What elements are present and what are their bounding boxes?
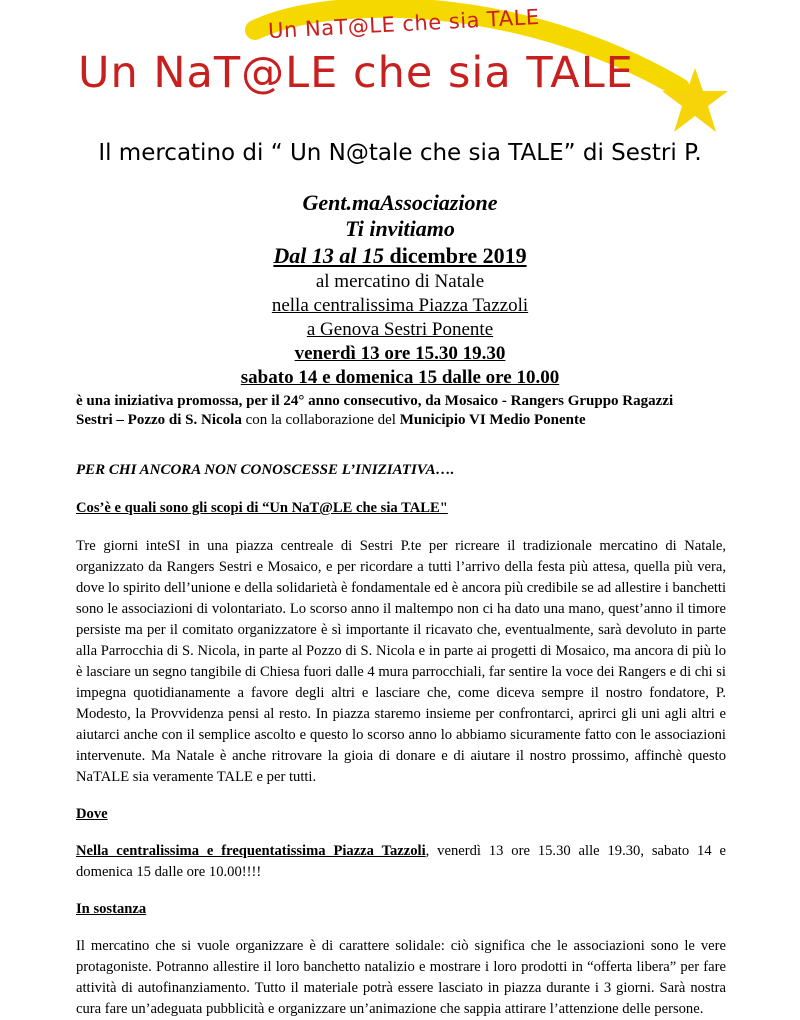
logo-small-text: Un NaT@LE che sia TALE (267, 4, 541, 44)
invite-dates (0, 242, 800, 270)
promo-connector: con la collaborazione del (241, 412, 400, 428)
invite-dates-month: dicembre 2019 (389, 243, 527, 268)
where-place: Nella centralissima e frequentatissima Piazza Tazzoli (76, 843, 426, 859)
invite-salutation: Gent.maAssociazione (302, 190, 498, 215)
section-title-summary: In sostanza (76, 901, 147, 917)
promo-line-1: è una iniziativa promossa, per il 24° anno consecutivo, da Mosaico - Rangers Gruppo Ragazzi (76, 393, 674, 409)
invite-city: a Genova Sestri Ponente (306, 319, 494, 340)
invite-place: nella centralissima Piazza Tazzoli (271, 295, 529, 316)
paragraph-summary: Il mercatino che si vuole organizzare è di carattere solidale: ciò significa che le associazioni sono le vere protagoniste. Potranno allestire il loro banchetto natalizio e mostrare i loro prodotti in “offerta libera” per fare attività di autofinanziamento. Tutto il materiale potrà essere lasciato in piazza durante i 3 giorni. Sarà nostra cura fare un’adeguata pubblicità e organizzare un’animazione che sappia attirare l’attenzione delle persone. (76, 938, 726, 1017)
event-logo (0, 0, 800, 135)
promo-municipio: Municipio VI Medio Ponente (399, 412, 586, 428)
section-title-purpose: Cos’è e quali sono gli scopi di “Un NaT@LE che sia TALE" (76, 500, 448, 516)
invite-line: Ti invitiamo (345, 216, 455, 241)
promo-organizer: Sestri – Pozzo di S. Nicola (76, 412, 242, 428)
invite-dates-range: Dal 13 al 15 (273, 243, 390, 268)
invitation-block (0, 190, 800, 390)
star-icon (660, 66, 730, 136)
invite-weekend-hours: sabato 14 e domenica 15 dalle ore 10.00 (240, 367, 560, 388)
section-title-where: Dove (76, 806, 108, 822)
logo-main-text: Un NaT@LE che sia TALE (78, 48, 634, 98)
promoter-note (76, 392, 766, 430)
where-times: , venerdì 13 ore 15.30 alle 19.30, sabato 14 e domenica 15 dalle ore 10.00!!!! (76, 843, 726, 880)
invite-friday-hours: venerdì 13 ore 15.30 19.30 (294, 343, 506, 364)
paragraph-purpose: Tre giorni inteSI in una piazza centreale di Sestri P.te per ricreare il tradizionale mercatino di Natale, organizzato da Rangers Sestri e Mosaico, e per ricordare a tutti l’arrivo della festa più attesa, quella più vera, dove lo spirito dell’unione e della solidarietà è fondamentale ed è ancora più credibile se ad allestire i banchetti sono le associazioni di volontariato. Lo scorso anno il maltempo non ci ha dato una mano, quest’anno il timore persiste ma per il comitato organizzatore è sì importante il ricavato che, eventualmente, sarà devoluto in parte alla Parrocchia di S. Nicola, in parte al Pozzo di S. Nicola e in parte ai progetti di Mosaico, ma ancora di più lo è lasciare un segno tangibile di Chiesa fuori dalle 4 mura parrocchiali, far sentire la voce dei Rangers e di chi si impegna quotidianamente a favore degli altri e lasciare che, come diceva sempre il nostro fondatore, P. Modesto, la Provvidenza pensi al resto. In piazza staremo insieme per confrontarci, aprirci gli uni agli altri e aiutarci anche con il semplice ascolto e questo lo scorso anno lo abbiamo sicuramente fatto con le associazioni intervenute. Ma Natale è anche ritrovare la gioia di donare e di aiutare il nostro prossimo, affinchè questo NaTALE sia veramente TALE e per tutti. (76, 538, 726, 785)
invite-event: al mercatino di Natale (315, 271, 485, 292)
paragraph-where (76, 841, 726, 883)
section-heading: PER CHI ANCORA NON CONOSCESSE L’INIZIATIVA…. (76, 462, 455, 478)
page-subtitle: Il mercatino di “ Un N@tale che sia TALE” di Sestri P. (98, 140, 702, 166)
document-body (76, 460, 726, 1020)
